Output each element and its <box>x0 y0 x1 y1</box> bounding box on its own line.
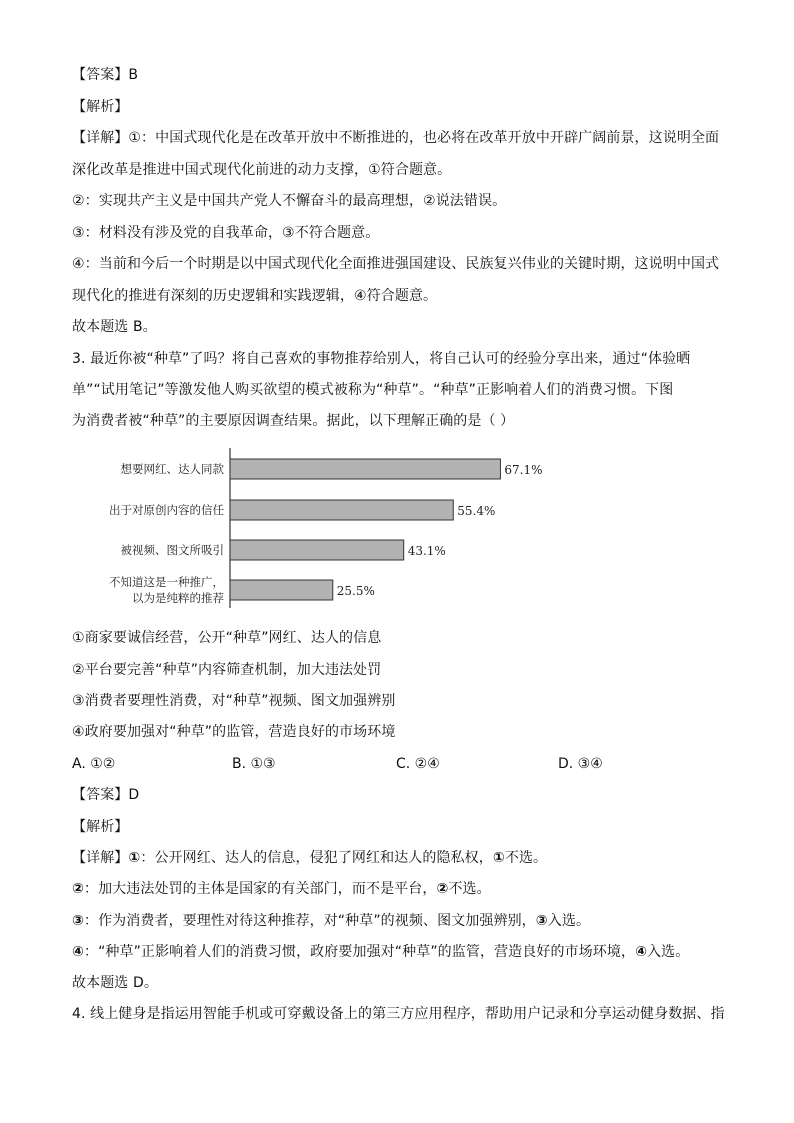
q3-detail-3 <box>72 911 590 931</box>
detail-tag: 【详解】 <box>72 130 129 146</box>
detail-end: 不选。 <box>448 881 491 897</box>
value-label-3: 43.1% <box>407 544 446 558</box>
q2-detail-4a: ④：当前和今后一个时期是以中国式现代化全面推进强国建设、民族复兴伟业的关键时期，这说明中国式 <box>72 256 720 272</box>
q4-stem-1: 4. 线上健身是指运用智能手机或可穿戴设备上的第三方应用程序，帮助用户记录和分享运动健身数据、指 <box>72 1006 725 1022</box>
option-d: D. ③④ <box>558 756 603 772</box>
detail-end-num: ③ <box>535 913 548 929</box>
detail-end: 不选。 <box>504 850 548 866</box>
q3-detail-2 <box>72 879 491 899</box>
q2-detail-2: ②：实现共产主义是中国共产党人不懈奋斗的最高理想，②说法错误。 <box>72 193 507 209</box>
q3-stem-1: 3. 最近你被“种草”了吗？将自己喜欢的事物推荐给别人，将自己认可的经验分享出来，通过“体验晒 <box>72 351 691 367</box>
q2-detail-1a <box>72 128 719 148</box>
q2-detail-1b: 深化改革是推进中国式现代化前进的动力支撑，①符合题意。 <box>72 162 452 178</box>
survey-bar-chart <box>72 446 552 614</box>
q3-statement-2: ②平台要完善“种草”内容筛查机制，加大违法处罚 <box>72 662 382 678</box>
q3-statement-4: ④政府要加强对“种草”的监管，营造良好的市场环境 <box>72 724 396 740</box>
q3-answer <box>72 785 139 805</box>
detail-num: ② <box>72 881 84 897</box>
bar-2 <box>230 500 453 520</box>
detail-text: ：作为消费者，要理性对待这种推荐，对“种草”的视频、图文加强辨别， <box>83 913 536 929</box>
answer-label: 【答案】 <box>72 67 129 83</box>
q3-statement-3: ③消费者要理性消费，对“种草”视频、图文加强辨别 <box>72 693 396 709</box>
bar-3 <box>230 540 404 560</box>
detail-end-num: ① <box>492 850 505 866</box>
q3-stem-3: 为消费者被“种草”的主要原因调查结果。据此，以下理解正确的是（ ） <box>72 413 515 429</box>
q2-analysis-label: 【解析】 <box>72 99 129 115</box>
value-label-2: 55.4% <box>457 504 496 518</box>
q2-detail-3: ③：材料没有涉及党的自我革命，③不符合题意。 <box>72 225 380 241</box>
category-label-4-line-2: 以为是纯粹的推荐 <box>132 591 224 605</box>
detail-num: ③ <box>72 913 84 929</box>
q3-conclusion: 故本题选 D。 <box>72 975 158 991</box>
option-a: A. ①② <box>72 756 116 772</box>
q2-answer <box>72 65 138 85</box>
detail-text: ①：中国式现代化是在改革开放中不断推进的，也必将在改革开放中开辟广阔前景，这说明全面 <box>128 130 720 146</box>
q3-analysis-label: 【解析】 <box>72 819 129 835</box>
q2-detail-4b: 现代化的推进有深刻的历史逻辑和实践逻辑，④符合题意。 <box>72 288 438 304</box>
category-label-3: 被视频、图文所吸引 <box>120 543 224 557</box>
answer-value: B <box>128 67 139 83</box>
q3-statement-1: ①商家要诚信经营，公开“种草”网红、达人的信息 <box>72 630 382 646</box>
option-b: B. ①③ <box>232 756 276 772</box>
q2-conclusion: 故本题选 B。 <box>72 319 157 335</box>
answer-label: 【答案】 <box>72 787 129 803</box>
category-label-2: 出于对原创内容的信任 <box>109 503 224 517</box>
detail-end: 入选。 <box>647 944 690 960</box>
q3-detail-1 <box>72 848 547 868</box>
category-label-1: 想要网红、达人同款 <box>120 462 224 476</box>
detail-num: ④ <box>72 944 84 960</box>
detail-end: 入选。 <box>547 913 591 929</box>
detail-text: ：公开网红、达人的信息，侵犯了网红和达人的隐私权， <box>140 850 493 866</box>
bar-1 <box>230 459 500 479</box>
value-label-4: 25.5% <box>336 584 375 598</box>
category-label-4-line-1: 不知道这是一种推广， <box>109 575 224 589</box>
q3-detail-4 <box>72 942 689 962</box>
q3-stem-2: 单”“试用笔记”等激发他人购买欲望的模式被称为“种草”。“种草”正影响着人们的消费习惯。下图 <box>72 382 674 398</box>
detail-num: ① <box>128 850 141 866</box>
detail-text: ：“种草”正影响着人们的消费习惯，政府要加强对“种草”的监管，营造良好的市场环境， <box>83 944 636 960</box>
value-label-1: 67.1% <box>504 463 543 477</box>
detail-end-num: ④ <box>635 944 648 960</box>
option-c: C. ②④ <box>396 756 440 772</box>
answer-value: D <box>128 787 140 803</box>
detail-end-num: ② <box>436 881 449 897</box>
bar-4 <box>230 580 333 600</box>
detail-tag: 【详解】 <box>72 850 129 866</box>
detail-text: ：加大违法处罚的主体是国家的有关部门，而不是平台， <box>83 881 437 897</box>
